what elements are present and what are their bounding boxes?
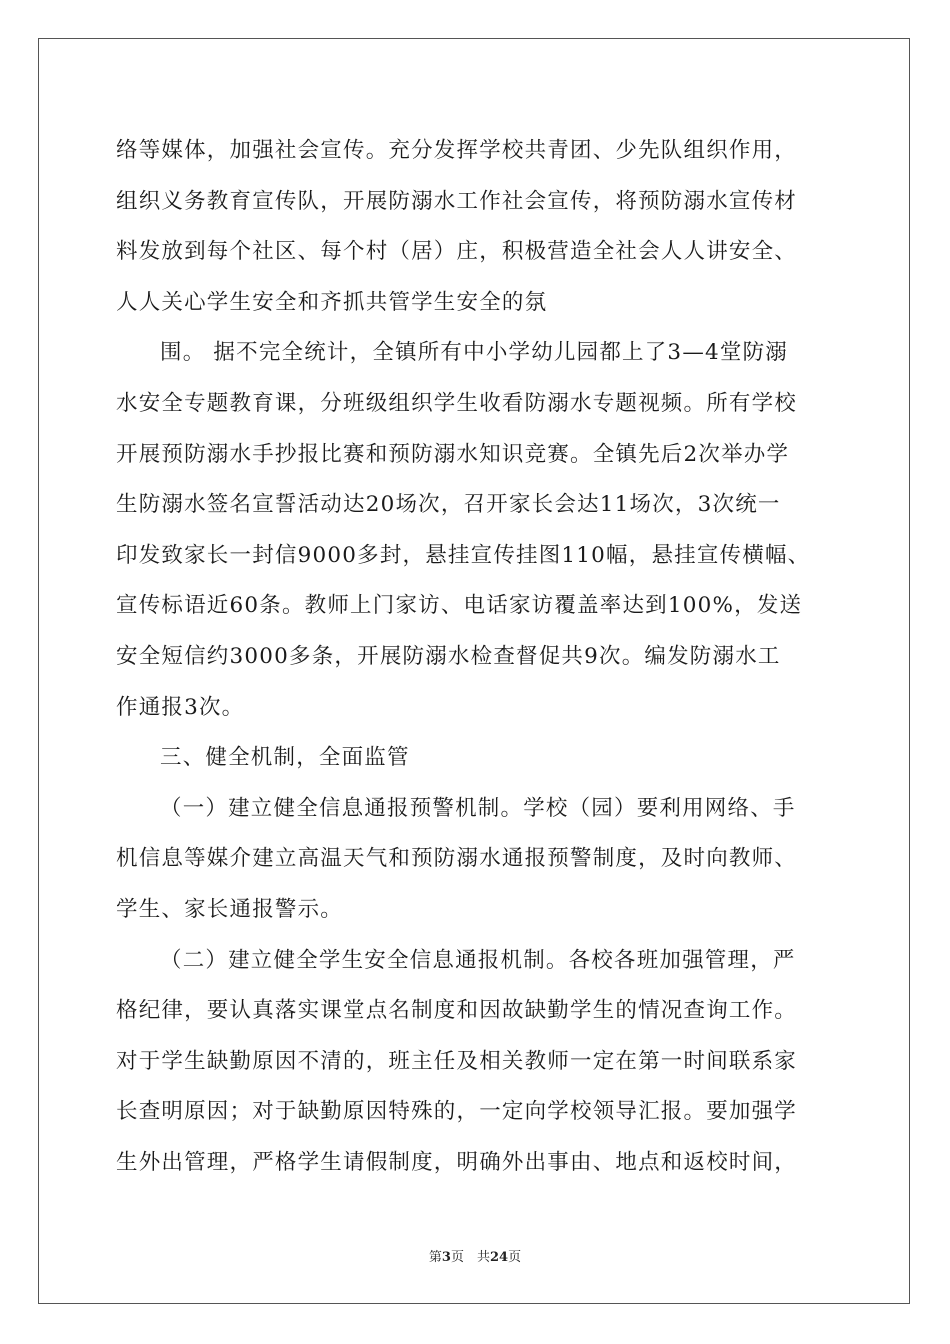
text-line: （一）建立健全信息通报预警机制。学校（园）要利用网络、手 <box>160 795 796 821</box>
text-line: 络等媒体，加强社会宣传。充分发挥学校共青团、少先队组织作用， <box>116 138 798 163</box>
text-line: 水安全专题教育课，分班级组织学生收看防溺水专题视频。所有学校 <box>116 390 798 416</box>
text-line: 作通报3次。 <box>116 694 245 720</box>
text-line: 对于学生缺勤原因不清的，班主任及相关教师一定在第一时间联系家 <box>116 1048 798 1074</box>
text-line: 组织义务教育宣传队，开展防溺水工作社会宣传，将预防溺水宣传材 <box>116 188 798 214</box>
text-line: 安全短信约3000多条，开展防溺水检查督促共9次。编发防溺水工 <box>116 643 781 669</box>
section-heading: 三、健全机制，全面监管 <box>160 745 410 771</box>
page-number-prefix: 第 <box>428 1250 442 1265</box>
text-line: 长查明原因；对于缺勤原因特殊的，一定向学校领导汇报。要加强学 <box>116 1099 798 1125</box>
text-line: 印发致家长一封信9000多封，悬挂宣传挂图110幅，悬挂宣传横幅、 <box>116 542 811 568</box>
text-line: 围。 据不完全统计，全镇所有中小学幼儿园都上了3—4堂防溺 <box>160 340 788 366</box>
page-number-current: 3 <box>441 1250 451 1265</box>
text-line: 生外出管理，严格学生请假制度，明确外出事由、地点和返校时间， <box>116 1149 798 1175</box>
text-line: （二）建立健全学生安全信息通报机制。各校各班加强管理，严 <box>160 947 796 973</box>
text-line: 机信息等媒介建立高温天气和预防溺水通报预警制度，及时向教师、 <box>116 846 798 872</box>
page-number-suffix: 页 <box>508 1250 522 1265</box>
page-footer <box>0 1246 950 1265</box>
page-number-total: 24 <box>489 1250 509 1265</box>
text-line: 人人关心学生安全和齐抓共管学生安全的氛 <box>116 289 548 315</box>
text-line: 生防溺水签名宣誓活动达20场次，召开家长会达11场次，3次统一 <box>116 492 781 518</box>
document-body <box>116 126 846 1188</box>
text-line: 宣传标语近60条。教师上门家访、电话家访覆盖率达到100%，发送 <box>116 593 803 619</box>
text-line: 学生、家长通报警示。 <box>116 896 344 922</box>
page-number-mid: 页 共 <box>450 1250 490 1265</box>
text-line: 料发放到每个社区、每个村（居）庄，积极营造全社会人人讲安全、 <box>116 239 798 265</box>
text-line: 格纪律，要认真落实课堂点名制度和因故缺勤学生的情况查询工作。 <box>116 998 798 1024</box>
text-line: 开展预防溺水手抄报比赛和预防溺水知识竞赛。全镇先后2次举办学 <box>116 441 790 467</box>
